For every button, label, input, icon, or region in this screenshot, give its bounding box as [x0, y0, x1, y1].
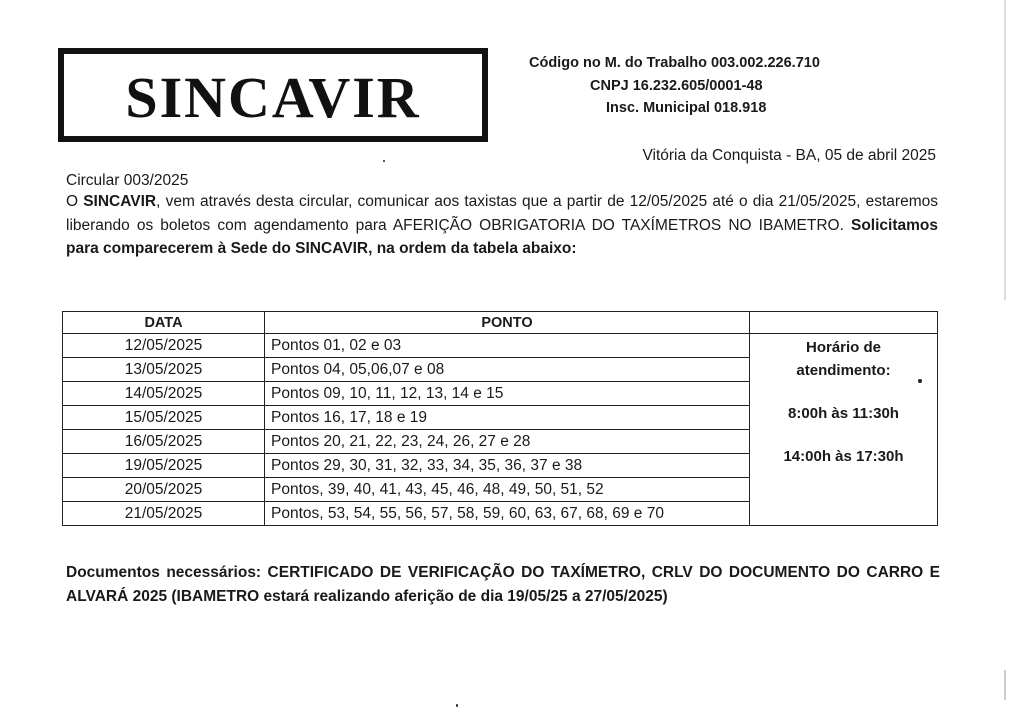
- intro-org: SINCAVIR: [83, 193, 157, 210]
- hours-title-line1: Horário de: [805, 339, 881, 356]
- row-ponto: Pontos, 53, 54, 55, 56, 57, 58, 59, 60, 63, 67, 68, 69 e 70: [265, 502, 750, 526]
- place-and-date: Vitória da Conquista - BA, 05 de abril 2025: [642, 147, 936, 164]
- row-ponto: Pontos 01, 02 e 03: [265, 334, 750, 358]
- municipal-registration: Insc. Municipal 018.918: [606, 100, 767, 116]
- schedule-table: [62, 311, 938, 526]
- scan-speck: [456, 704, 458, 707]
- scan-speck: [918, 379, 922, 383]
- row-ponto: Pontos, 39, 40, 41, 43, 45, 46, 48, 49, 50, 51, 52: [265, 478, 750, 502]
- hours-column-header: [750, 312, 938, 334]
- ponto-column-header: PONTO: [265, 312, 750, 334]
- afternoon-hours: 14:00h às 17:30h: [783, 448, 904, 465]
- intro-body: , vem através desta circular, comunicar aos taxistas que a partir de 12/05/2025 até o dia 21/05/2025, estaremos liberando os boletos com agendamento para AFERIÇÃO OBRIGATORIA DO TAXÍMETROS NO IBAMETRO.: [66, 193, 938, 234]
- table-row: [63, 334, 938, 358]
- row-date: 16/05/2025: [63, 430, 265, 454]
- row-date: 14/05/2025: [63, 382, 265, 406]
- row-ponto: Pontos 20, 21, 22, 23, 24, 26, 27 e 28: [265, 430, 750, 454]
- circular-body: [66, 190, 938, 261]
- row-date: 13/05/2025: [63, 358, 265, 382]
- labor-ministry-code: Código no M. do Trabalho 003.002.226.710: [529, 55, 820, 71]
- hours-title-line2: atendimento:: [796, 362, 891, 379]
- row-ponto: Pontos 04, 05,06,07 e 08: [265, 358, 750, 382]
- row-ponto: Pontos 16, 17, 18 e 19: [265, 406, 750, 430]
- intro-request: Solicitamos para comparecerem à Sede do SINCAVIR, na ordem da tabela abaixo:: [66, 216, 938, 257]
- row-date: 15/05/2025: [63, 406, 265, 430]
- logo-text: SINCAVIR: [125, 65, 421, 130]
- row-date: 12/05/2025: [63, 334, 265, 358]
- row-ponto: Pontos 09, 10, 11, 12, 13, 14 e 15: [265, 382, 750, 406]
- morning-hours: 8:00h às 11:30h: [788, 405, 899, 422]
- date-column-header: DATA: [63, 312, 265, 334]
- hours-spacer: [750, 382, 937, 402]
- sincavir-logo: [58, 48, 488, 142]
- scan-speck: [383, 160, 385, 162]
- scan-edge-line: [1004, 0, 1006, 300]
- service-hours-cell: [750, 334, 938, 526]
- intro-prefix: O: [66, 193, 84, 210]
- required-documents: Documentos necessários: CERTIFICADO DE VERIFICAÇÃO DO TAXÍMETRO, CRLV DO DOCUMENTO DO CARRO E ALVARÁ 2025 (IBAMETRO estará realizando aferição de dia 19/05/25 a 27/05/2025): [66, 564, 940, 605]
- cnpj-number: CNPJ 16.232.605/0001-48: [590, 78, 763, 94]
- row-date: 20/05/2025: [63, 478, 265, 502]
- circular-number: Circular 003/2025: [66, 172, 189, 189]
- row-date: 21/05/2025: [63, 502, 265, 526]
- scan-edge-line: [1004, 670, 1006, 700]
- row-date: 19/05/2025: [63, 454, 265, 478]
- row-ponto: Pontos 29, 30, 31, 32, 33, 34, 35, 36, 37 e 38: [265, 454, 750, 478]
- hours-spacer: [750, 425, 937, 445]
- schedule-header-row: [63, 312, 938, 334]
